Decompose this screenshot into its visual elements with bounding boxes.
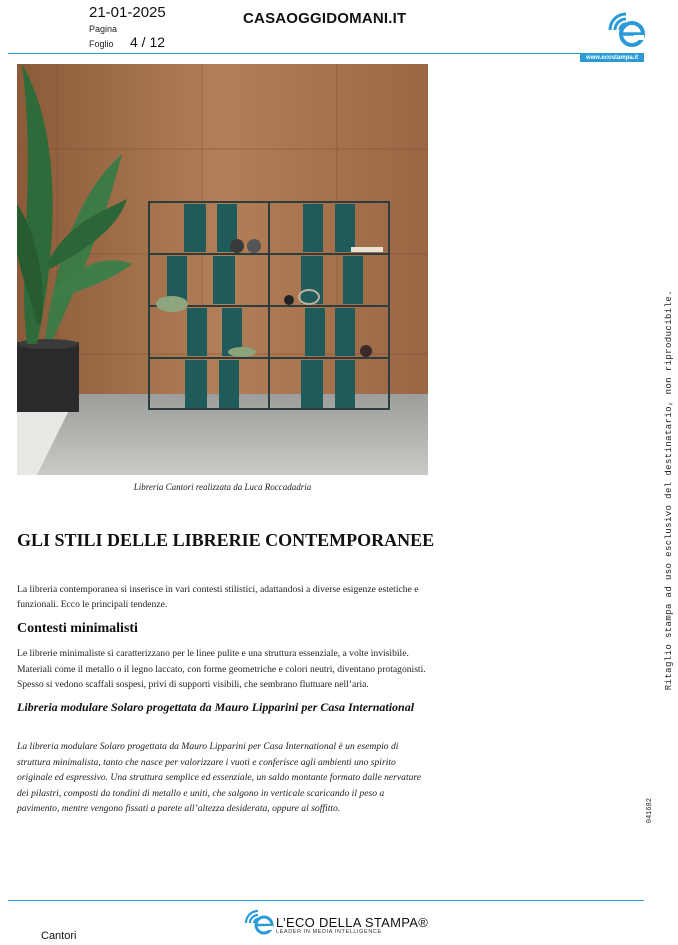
foglio-label: Foglio [89,39,114,49]
product-text: La libreria modulare Solaro progettata da Mauro Lipparini per Casa International è un esempio di struttura minimalista, tanto che nasce per valorizzare i vuoti e conferisce agli ambienti uno spirito originale ed espressivo. Una struttura semplice ed essenziale, un saldo montante formato dalle nervature dei pilastri, composti da tondini di metallo e uniti, che salgono in verticale scaricando il peso a pavimento, mentre vengono fissati a parete all’altezza desiderata, oppure al soffitto. [17,741,422,814]
photo-caption: Libreria Cantori realizzata da Luca Roccadadria [133,482,312,492]
header-divider [8,53,644,54]
url-badge[interactable]: www.ecostampa.it [580,54,644,62]
footer-brand: L’ECO DELLA STAMPA® [276,915,429,930]
copyright-notice: Ritaglio stampa ad uso esclusivo del destinatario, non riproducibile. [664,290,674,691]
pagina-label: Pagina [89,24,118,34]
source-title: CASAOGGIDOMANI.IT [243,10,407,27]
clipping-date: 21-01-2025 [89,4,166,21]
page-number: 4 / 12 [130,34,166,50]
ecostampa-logo-icon [604,6,646,48]
section-text: Le librerie minimaliste si caratterizzano per le linee pulite e una struttura essenziale, a volte invisibile. Materiali come il metallo o il legno laccato, con forme geometriche e colori neutri, diventano protagonisti. Spesso si vedono scaffali sospesi, privi di supporti visibili, che sembrano fluttuare nell’aria. [17,648,426,690]
footer-divider [8,900,644,901]
eco-della-stampa-logo-icon [243,907,275,935]
clipping-code: 041682 [646,798,654,824]
article-title: GLI STILI DELLE LIBRERIE CONTEMPORANEE [17,530,435,550]
article-intro: La libreria contemporanea si inserisce in vari contesti stilistici, adattandosi a diverse esigenze estetiche e funzionali. Ecco le principali tendenze. [17,584,419,610]
footer-keyword: Cantori [41,930,77,942]
product-subheading: Libreria modulare Solaro progettata da Mauro Lipparini per Casa International [17,700,415,714]
article-photo [17,64,428,475]
section-heading: Contesti minimalisti [17,621,138,636]
footer-tagline: LEADER IN MEDIA INTELLIGENCE [276,929,382,935]
